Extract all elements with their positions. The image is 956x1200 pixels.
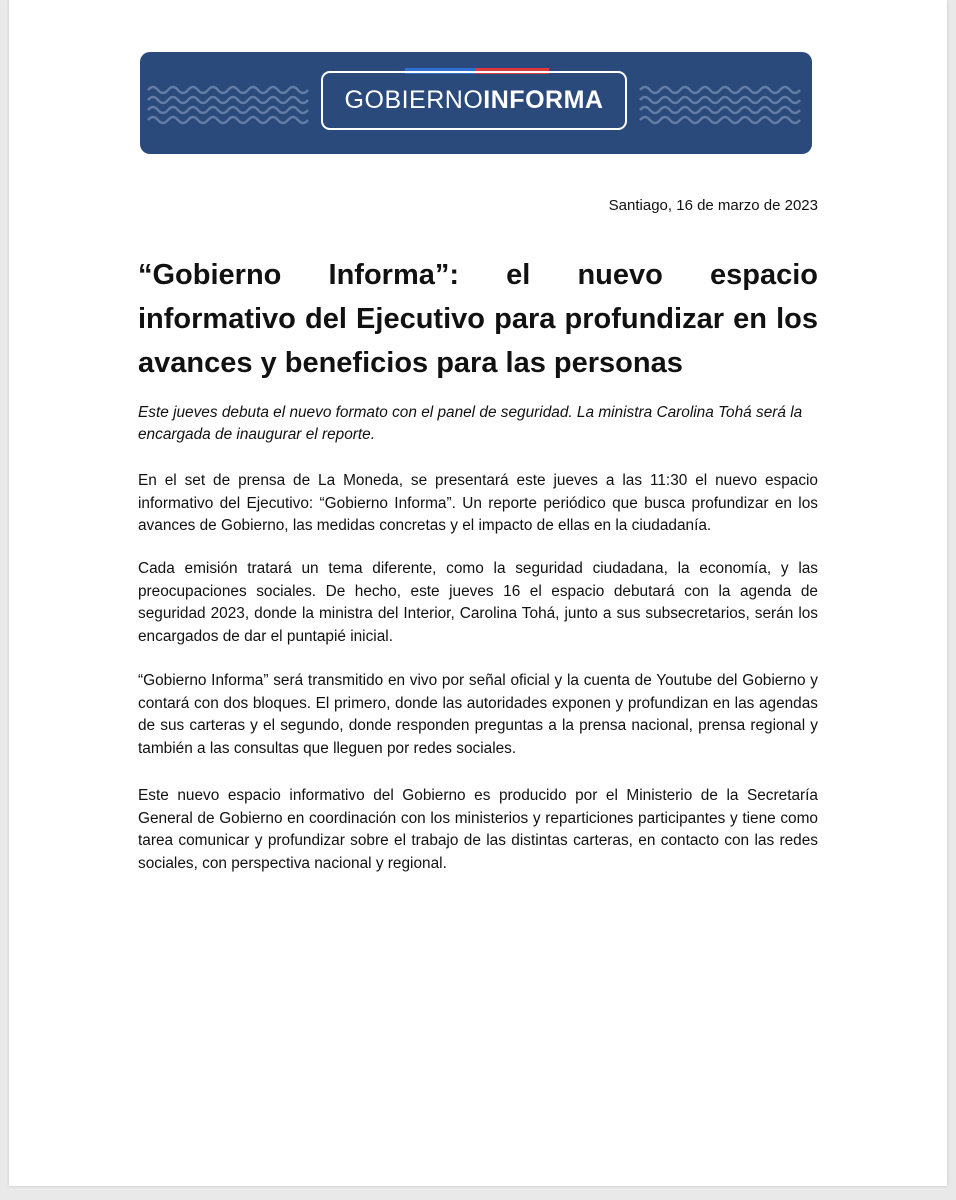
decorative-pattern-right — [632, 52, 812, 154]
document-date: Santiago, 16 de marzo de 2023 — [608, 197, 818, 214]
document-title: “Gobierno Informa”: el nuevo espacio informativo del Ejecutivo para profundizar en los avances y beneficios para las personas — [138, 259, 818, 379]
gobierno-informa-logo — [321, 71, 627, 130]
body-paragraph-3: “Gobierno Informa” será transmitido en vivo por señal oficial y la cuenta de Youtube del Gobierno y contará con dos bloques. El primero, donde las autoridades exponen y profundizan en las agendas de sus carteras y el segundo, donde responden preguntas a la prensa nacional, prensa regional y también a las consultas que lleguen por redes sociales. — [138, 672, 818, 757]
body-paragraph-1: En el set de prensa de La Moneda, se presentará este jueves a las 11:30 el nuevo espacio informativo del Ejecutivo: “Gobierno Informa”. Un reporte periódico que busca profundizar en los avances de Gobierno, las medidas concretas y el impacto de ellas en la ciudadanía. — [138, 472, 818, 534]
document-lead: Este jueves debuta el nuevo formato con el panel de seguridad. La ministra Carolina Tohá será la encargada de inaugurar el reporte. — [138, 404, 803, 443]
document-page — [9, 0, 947, 1186]
body-paragraph-4: Este nuevo espacio informativo del Gobierno es producido por el Ministerio de la Secretaría General de Gobierno en coordinación con los ministerios y reparticiones participantes y tiene como tarea comunicar y profundizar sobre el trabajo de las distintas carteras, en contacto con las redes sociales, con perspectiva nacional y regional. — [138, 787, 818, 872]
logo-text-light: GOBIERNO — [344, 86, 484, 114]
logo-text-bold: INFORMA — [483, 86, 604, 114]
gobierno-informa-banner — [140, 52, 812, 154]
body-paragraph-2: Cada emisión tratará un tema diferente, como la seguridad ciudadana, la economía, y las preocupaciones sociales. De hecho, este jueves 16 el espacio debutará con la agenda de seguridad 2023, donde la ministra del Interior, Carolina Tohá, junto a sus subsecretarios, serán los encargados de dar el puntapié inicial. — [138, 560, 818, 645]
decorative-pattern-left — [140, 52, 320, 154]
